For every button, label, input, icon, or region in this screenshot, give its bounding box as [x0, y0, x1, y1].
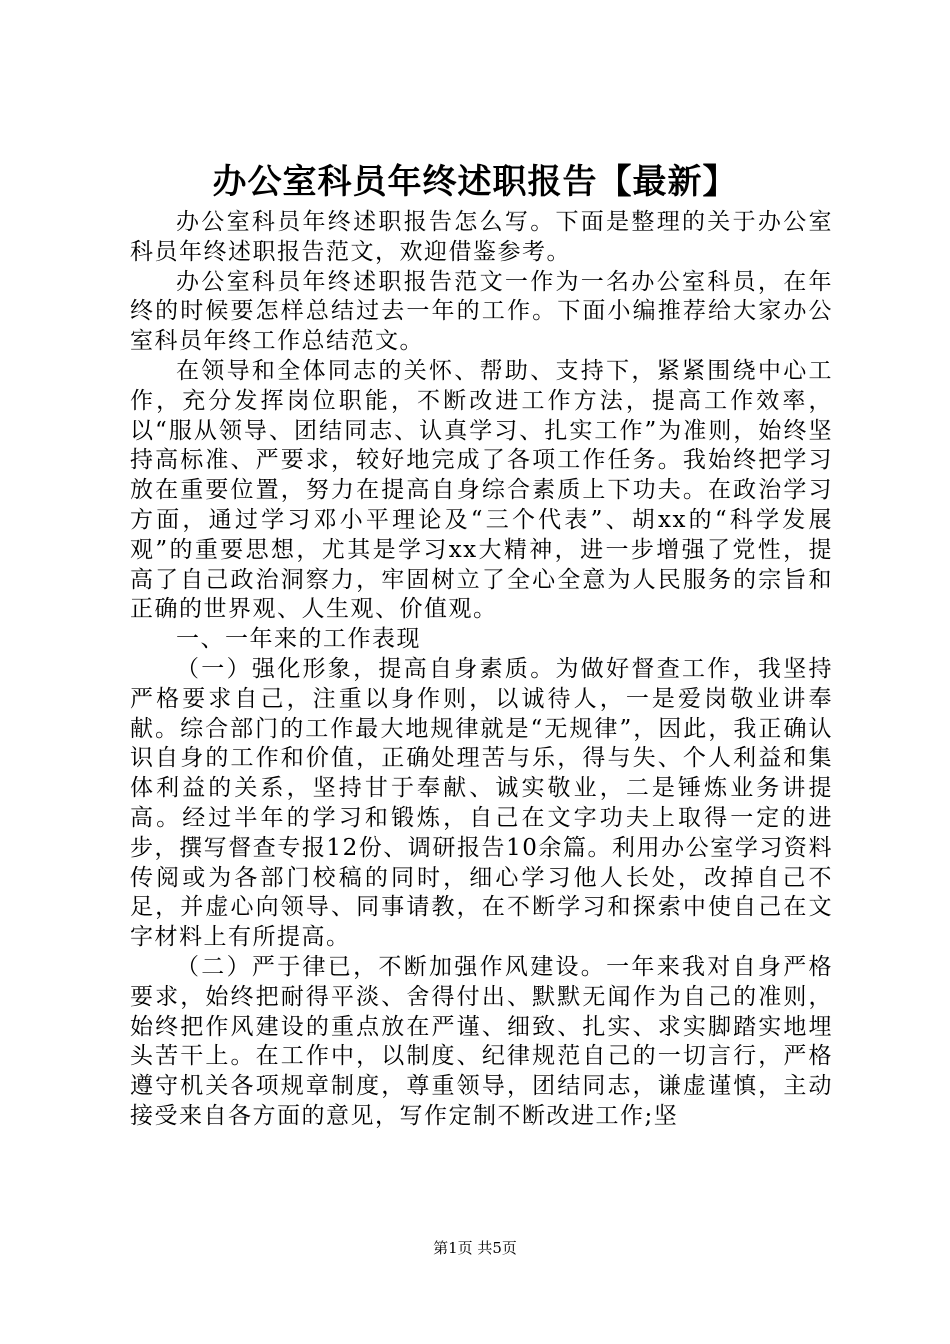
section-heading: 一、一年来的工作表现 [176, 626, 421, 653]
paragraph-intro: 办公室科员年终述职报告怎么写。下面是整理的关于办公室科员年终述职报告范文，欢迎借鉴参考。 [130, 209, 833, 265]
paragraph-point-two: （二）严于律已，不断加强作风建设。一年来我对自身严格要求，始终把耐得平淡、舍得付出、默默无闻作为自己的准则，始终把作风建设的重点放在严谨、细致、扎实、求实脚踏实地埋头苦干上。在工作中，以制度、纪律规范自己的一切言行，严格遵守机关各项规章制度，尊重领导，团结同志，谦虚谨慎，主动接受来自各方面的意见，写作定制不断改进工作;坚 [130, 953, 833, 1129]
page-number-footer: 第1页 共5页 [433, 1239, 517, 1257]
paragraph-point-one: （一）强化形象，提高自身素质。为做好督查工作，我坚持严格要求自己，注重以身作则，以诚待人，一是爱岗敬业讲奉献。综合部门的工作最大地规律就是“无规律”，因此，我正确认识自身的工作和价值，正确处理苦与乐，得与失、个人利益和集体利益的关系，坚持甘于奉献、诚实敬业，二是锤炼业务讲提高。经过半年的学习和锻炼，自己在文字功夫上取得一定的进步，撰写督查专报12份、调研报告10余篇。利用办公室学习资料传阅或为各部门校稿的同时，细心学习他人长处，改掉自己不足，并虚心向领导、同事请教，在不断学习和探索中使自己在文字材料上有所提高。 [130, 655, 833, 951]
document-title: 办公室科员年终述职报告【最新】 [212, 162, 738, 202]
document-body [130, 208, 833, 1132]
paragraph-study: 在领导和全体同志的关怀、帮助、支持下，紧紧围绕中心工作，充分发挥岗位职能，不断改进工作方法，提高工作效率，以“服从领导、团结同志、认真学习、扎实工作”为准则，始终坚持高标准、严要求，较好地完成了各项工作任务。我始终把学习放在重要位置，努力在提高自身综合素质上下功夫。在政治学习方面，通过学习邓小平理论及“三个代表”、胡xx的“科学发展观”的重要思想，尤其是学习xx大精神，进一步增强了党性，提高了自己政治洞察力，牢固树立了全心全意为人民服务的宗旨和正确的世界观、人生观、价值观。 [130, 357, 833, 623]
paragraph-sample-intro: 办公室科员年终述职报告范文一作为一名办公室科员，在年终的时候要怎样总结过去一年的工作。下面小编推荐给大家办公室科员年终工作总结范文。 [130, 268, 833, 355]
